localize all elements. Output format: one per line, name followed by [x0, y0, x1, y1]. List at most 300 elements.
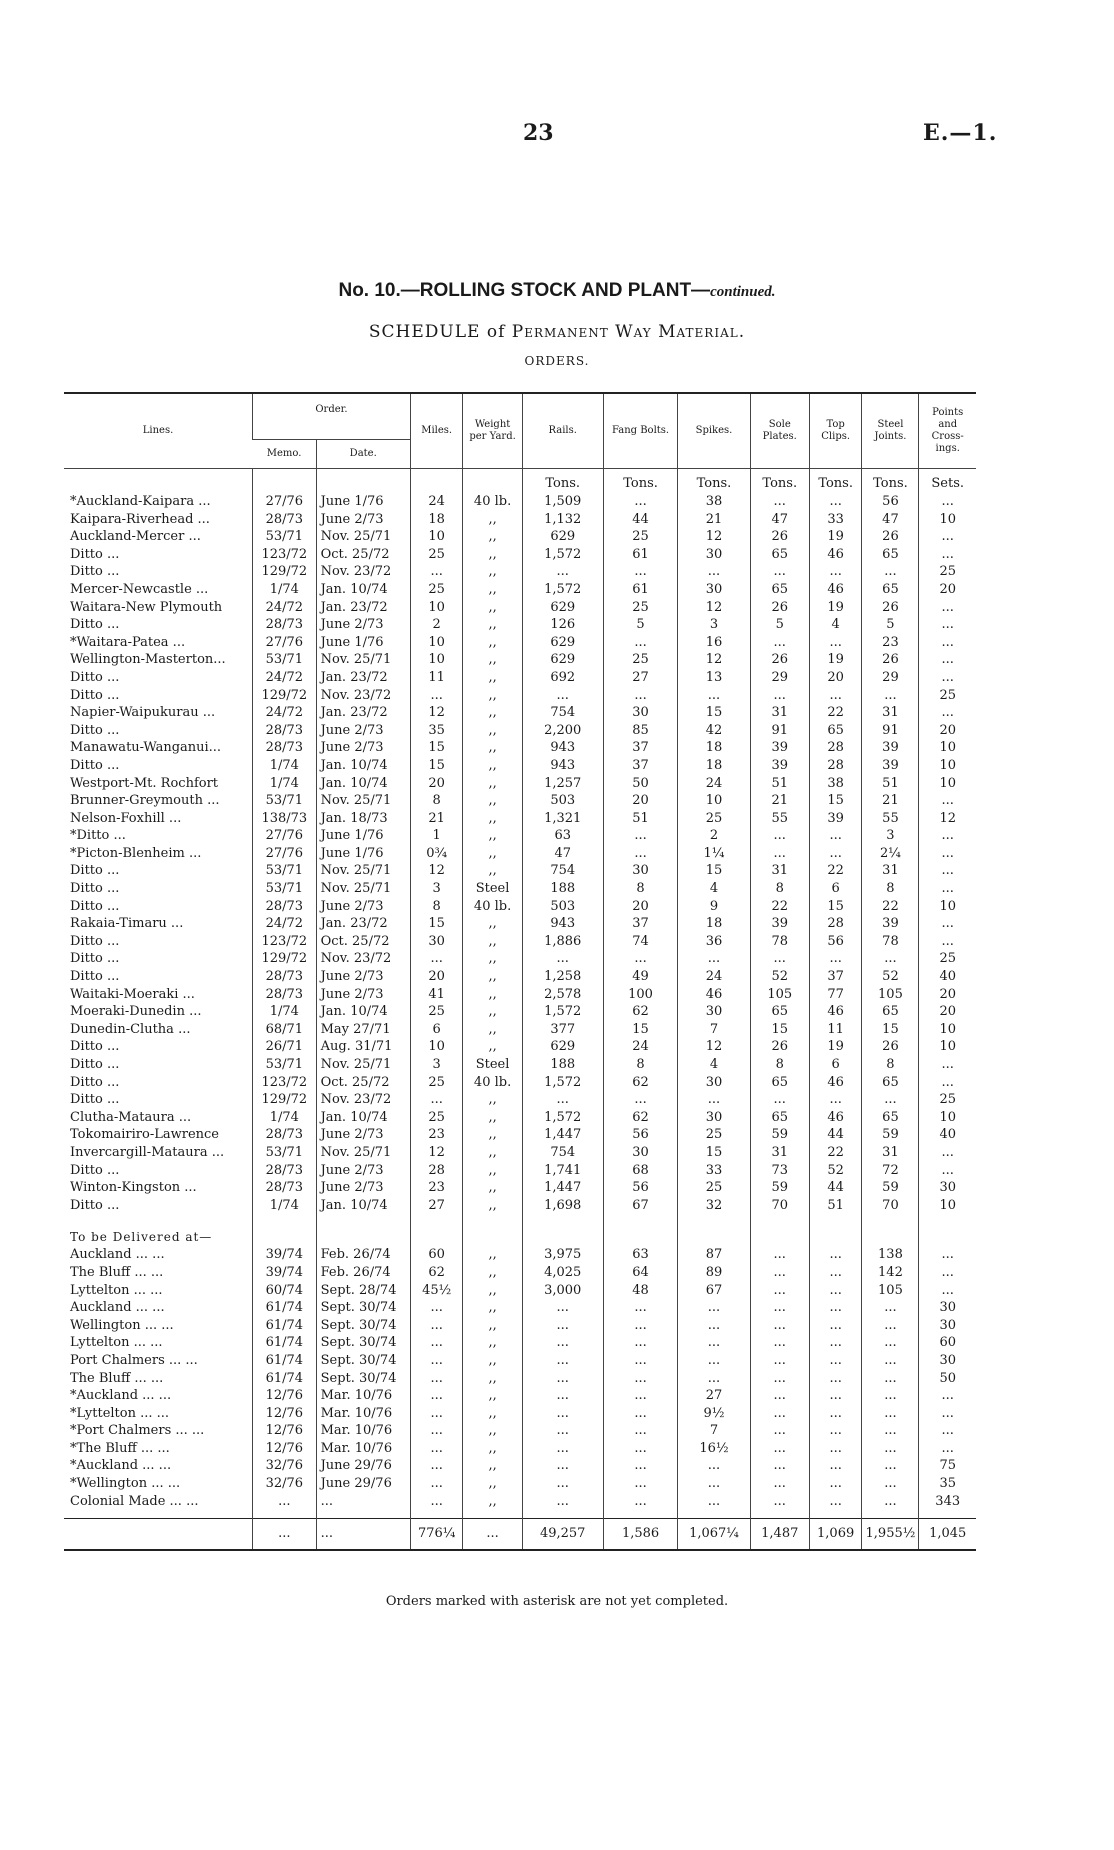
table-cell: ...: [862, 1352, 919, 1370]
table-cell: 10: [919, 898, 976, 916]
table-cell: 47: [862, 511, 919, 529]
table-cell: Mar. 10/76: [316, 1440, 410, 1458]
table-cell: ...: [603, 493, 678, 511]
table-cell: ...: [678, 1091, 750, 1109]
table-cell: *The Bluff ... ...: [70, 1440, 170, 1456]
table-cell: 18: [678, 739, 750, 757]
table-row: [64, 898, 976, 916]
table-cell: Ditto ...: [70, 951, 120, 967]
table-cell: 3: [862, 827, 919, 845]
table-cell: 61/74: [253, 1370, 317, 1388]
table-cell: ...: [809, 1405, 862, 1423]
table-cell: ...: [410, 1405, 463, 1423]
table-cell: 21: [410, 810, 463, 828]
table-cell: 25: [919, 563, 976, 581]
table-cell: ...: [750, 1457, 809, 1475]
table-cell: 12: [410, 862, 463, 880]
table-cell: 75: [919, 1457, 976, 1475]
table-cell: ...: [809, 493, 862, 511]
section-row-delivered: [64, 1214, 976, 1246]
table-cell: ...: [809, 563, 862, 581]
table-cell: 105: [862, 1282, 919, 1300]
table-cell: 1,447: [522, 1126, 603, 1144]
column-header-spikes: Spikes.: [678, 393, 750, 469]
table-cell: ...: [919, 1074, 976, 1092]
table-cell: 65: [750, 1109, 809, 1127]
table-cell: June 29/76: [316, 1475, 410, 1493]
table-cell: ...: [603, 1475, 678, 1493]
table-cell: ...: [410, 687, 463, 705]
table-cell: 503: [522, 792, 603, 810]
table-cell: Nov. 25/71: [316, 651, 410, 669]
table-cell: 15: [603, 1021, 678, 1039]
table-cell: ,,: [463, 1422, 522, 1440]
table-cell: 8: [603, 880, 678, 898]
table-row: [64, 1056, 976, 1074]
footnote: Orders marked with asterisk are not yet completed.: [385, 1594, 729, 1609]
table-cell: 26: [750, 599, 809, 617]
table-cell: 188: [522, 1056, 603, 1074]
table-cell: ...: [522, 1299, 603, 1317]
table-cell: 51: [862, 775, 919, 793]
table-cell: ...: [750, 1264, 809, 1282]
table-cell: ...: [862, 1317, 919, 1335]
table-row: [64, 1334, 976, 1352]
table-cell: 629: [522, 528, 603, 546]
table-row: [64, 1387, 976, 1405]
table-cell: 15: [410, 915, 463, 933]
table-cell: Jan. 10/74: [316, 757, 410, 775]
table-cell: 28/73: [253, 898, 317, 916]
table-cell: ,,: [463, 986, 522, 1004]
table-cell: ,,: [463, 862, 522, 880]
table-cell: ,,: [463, 933, 522, 951]
table-cell: The Bluff ... ...: [70, 1370, 164, 1386]
table-cell: 3: [410, 1056, 463, 1074]
table-cell: [678, 1510, 750, 1519]
table-cell: ...: [678, 687, 750, 705]
table-cell: 27: [410, 1197, 463, 1215]
table-row: [64, 845, 976, 863]
table-row: [64, 687, 976, 705]
table-cell: ,,: [463, 546, 522, 564]
table-cell: 3,975: [522, 1246, 603, 1264]
table-row: [64, 1162, 976, 1180]
table-cell: ...: [919, 1144, 976, 1162]
table-cell: ...: [522, 1370, 603, 1388]
table-cell: 1,321: [522, 810, 603, 828]
table-cell: 2,578: [522, 986, 603, 1004]
table-cell: 188: [522, 880, 603, 898]
table-cell: 105: [750, 986, 809, 1004]
table-cell: ,,: [463, 1126, 522, 1144]
table-cell: [603, 1214, 678, 1246]
table-cell: 62: [603, 1003, 678, 1021]
table-cell: 39: [862, 739, 919, 757]
table-cell: Ditto ...: [70, 687, 120, 703]
table-cell: ...: [809, 1493, 862, 1511]
table-cell: 15: [410, 739, 463, 757]
table-cell: ...: [603, 950, 678, 968]
table-cell: 943: [522, 915, 603, 933]
table-cell: 53/71: [253, 880, 317, 898]
table-row: [64, 1246, 976, 1264]
table-cell: 1,069: [809, 1519, 862, 1551]
table-cell: 629: [522, 1038, 603, 1056]
table-cell: 39: [809, 810, 862, 828]
table-cell: ...: [809, 1264, 862, 1282]
table-cell: 12/76: [253, 1387, 317, 1405]
table-cell: 22: [809, 862, 862, 880]
table-cell: ...: [809, 1387, 862, 1405]
table-cell: 20: [919, 722, 976, 740]
table-cell: ...: [862, 1091, 919, 1109]
table-cell: ...: [862, 687, 919, 705]
table-cell: ...: [678, 1370, 750, 1388]
table-cell: 25: [410, 581, 463, 599]
section-label-delivered: To be Delivered at—: [70, 1229, 213, 1244]
table-cell: 1,258: [522, 968, 603, 986]
table-row: [64, 968, 976, 986]
table-cell: Clutha-Mataura ...: [70, 1109, 192, 1125]
table-row: [64, 669, 976, 687]
table-cell: Oct. 25/72: [316, 1074, 410, 1092]
table-cell: 77: [809, 986, 862, 1004]
table-cell: 129/72: [253, 563, 317, 581]
table-row: [64, 757, 976, 775]
table-cell: June 2/73: [316, 616, 410, 634]
table-cell: 1,447: [522, 1179, 603, 1197]
table-cell: ...: [750, 1352, 809, 1370]
table-cell: ,,: [463, 950, 522, 968]
table-cell: 24/72: [253, 599, 317, 617]
table-cell: ,,: [463, 1370, 522, 1388]
table-cell: 1/74: [253, 581, 317, 599]
table-cell: 30: [678, 546, 750, 564]
table-cell: 56: [862, 493, 919, 511]
table-cell: 35: [919, 1475, 976, 1493]
table-cell: 46: [809, 1003, 862, 1021]
table-cell: June 2/73: [316, 722, 410, 740]
table-cell: ,,: [463, 1387, 522, 1405]
table-cell: 20: [410, 968, 463, 986]
table-cell: 1,487: [750, 1519, 809, 1551]
table-cell: ,,: [463, 810, 522, 828]
table-cell: ...: [919, 880, 976, 898]
table-cell: 1/74: [253, 757, 317, 775]
table-cell: ...: [919, 599, 976, 617]
table-row: [64, 915, 976, 933]
table-cell: 30: [678, 1074, 750, 1092]
table-row: [64, 1405, 976, 1423]
table-cell: 59: [750, 1126, 809, 1144]
schedule-body: [64, 469, 976, 1551]
table-cell: Steel: [463, 1056, 522, 1074]
table-cell: 1,572: [522, 1003, 603, 1021]
table-cell: 12/76: [253, 1440, 317, 1458]
table-cell: ...: [603, 563, 678, 581]
column-header-top-clips: Top Clips.: [809, 393, 862, 469]
table-row: [64, 1422, 976, 1440]
table-cell: *Port Chalmers ... ...: [70, 1423, 205, 1439]
table-cell: 22: [809, 704, 862, 722]
table-cell: 39: [750, 915, 809, 933]
table-cell: Nov. 23/72: [316, 687, 410, 705]
table-cell: ,,: [463, 634, 522, 652]
table-cell: 24: [410, 493, 463, 511]
table-cell: ...: [862, 950, 919, 968]
table-cell: 377: [522, 1021, 603, 1039]
table-cell: 7: [678, 1021, 750, 1039]
table-cell: ,,: [463, 669, 522, 687]
table-cell: ...: [522, 1317, 603, 1335]
table-cell: ...: [603, 687, 678, 705]
table-cell: ...: [750, 1387, 809, 1405]
table-cell: Nov. 25/71: [316, 528, 410, 546]
table-cell: Ditto ...: [70, 969, 120, 985]
table-cell: 55: [750, 810, 809, 828]
table-cell: ...: [919, 1422, 976, 1440]
table-cell: 65: [750, 581, 809, 599]
table-cell: 38: [809, 775, 862, 793]
table-cell: ...: [919, 1056, 976, 1074]
table-cell: ...: [522, 1387, 603, 1405]
table-cell: 28/73: [253, 739, 317, 757]
table-cell: ...: [750, 1370, 809, 1388]
table-cell: Napier-Waipukurau ...: [70, 705, 216, 721]
table-cell: 2,200: [522, 722, 603, 740]
table-row: [64, 1197, 976, 1215]
column-header-lines: Lines.: [64, 393, 253, 469]
table-cell: 10: [919, 775, 976, 793]
table-cell: 16½: [678, 1440, 750, 1458]
table-row: [64, 1299, 976, 1317]
table-cell: Auckland-Mercer ...: [70, 529, 201, 545]
table-cell: 24/72: [253, 915, 317, 933]
table-cell: Tons.: [603, 469, 678, 494]
table-cell: 52: [862, 968, 919, 986]
table-cell: 25: [919, 950, 976, 968]
table-cell: Ditto ...: [70, 863, 120, 879]
column-header-memo: Memo.: [266, 448, 302, 459]
table-cell: ...: [750, 687, 809, 705]
table-cell: [750, 1510, 809, 1519]
table-cell: Tokomairiro-Lawrence: [70, 1127, 219, 1143]
table-cell: 25: [678, 1179, 750, 1197]
table-cell: 22: [809, 1144, 862, 1162]
table-cell: 59: [862, 1179, 919, 1197]
table-cell: 20: [603, 792, 678, 810]
table-cell: ...: [522, 950, 603, 968]
table-cell: ...: [750, 1334, 809, 1352]
table-cell: 105: [862, 986, 919, 1004]
table-cell: June 1/76: [316, 493, 410, 511]
table-row: [64, 1091, 976, 1109]
table-cell: 4: [678, 1056, 750, 1074]
table-cell: ,,: [463, 528, 522, 546]
table-cell: 1,572: [522, 1074, 603, 1092]
table-cell: ...: [809, 1475, 862, 1493]
table-cell: ...: [809, 1246, 862, 1264]
table-cell: Sets.: [919, 469, 976, 494]
table-cell: 65: [750, 546, 809, 564]
table-cell: The Bluff ... ...: [70, 1264, 164, 1280]
table-cell: 15: [678, 1144, 750, 1162]
table-row: [64, 1074, 976, 1092]
table-cell: ...: [410, 1440, 463, 1458]
table-cell: 129/72: [253, 1091, 317, 1109]
table-cell: 629: [522, 634, 603, 652]
table-cell: 28: [809, 757, 862, 775]
table-cell: ...: [603, 1299, 678, 1317]
table-cell: 100: [603, 986, 678, 1004]
table-cell: 0¾: [410, 845, 463, 863]
table-cell: ,,: [463, 1021, 522, 1039]
table-cell: 53/71: [253, 651, 317, 669]
table-cell: ...: [678, 1334, 750, 1352]
table-cell: ...: [919, 827, 976, 845]
table-cell: ...: [678, 563, 750, 581]
table-cell: ...: [410, 1457, 463, 1475]
table-cell: ...: [919, 792, 976, 810]
table-cell: ...: [410, 950, 463, 968]
table-cell: ,,: [463, 722, 522, 740]
table-cell: 56: [809, 933, 862, 951]
table-row: [64, 1317, 976, 1335]
table-cell: ...: [410, 1370, 463, 1388]
table-cell: 35: [410, 722, 463, 740]
table-cell: ...: [809, 1317, 862, 1335]
table-cell: 6: [809, 880, 862, 898]
table-cell: 39/74: [253, 1246, 317, 1264]
table-cell: ,,: [463, 1038, 522, 1056]
table-cell: [316, 1214, 410, 1246]
table-cell: Kaipara-Riverhead ...: [70, 511, 210, 527]
page-title: [0, 280, 1114, 302]
table-cell: 8: [410, 898, 463, 916]
table-cell: 31: [750, 704, 809, 722]
table-cell: 503: [522, 898, 603, 916]
table-cell: 47: [522, 845, 603, 863]
table-cell: ...: [603, 1405, 678, 1423]
table-cell: 20: [919, 986, 976, 1004]
table-cell: ...: [862, 1405, 919, 1423]
section-label-orders: ORDERS.: [524, 354, 590, 368]
table-cell: [862, 1214, 919, 1246]
table-cell: Tons.: [862, 469, 919, 494]
table-cell: ...: [919, 616, 976, 634]
table-cell: ...: [919, 845, 976, 863]
table-cell: ...: [522, 687, 603, 705]
table-cell: Colonial Made ... ...: [70, 1493, 199, 1509]
table-cell: June 2/73: [316, 511, 410, 529]
table-cell: 25: [410, 1003, 463, 1021]
table-cell: 26/71: [253, 1038, 317, 1056]
table-cell: 85: [603, 722, 678, 740]
table-cell: ...: [410, 1317, 463, 1335]
table-cell: 32/76: [253, 1457, 317, 1475]
table-cell: 20: [919, 581, 976, 599]
table-cell: Tons.: [678, 469, 750, 494]
table-cell: ...: [522, 1493, 603, 1511]
table-cell: ...: [678, 1457, 750, 1475]
table-cell: 8: [750, 1056, 809, 1074]
table-cell: 12: [410, 1144, 463, 1162]
table-cell: 68: [603, 1162, 678, 1180]
table-cell: ,,: [463, 1334, 522, 1352]
table-cell: *Wellington ... ...: [70, 1476, 181, 1492]
table-cell: Jan. 10/74: [316, 1197, 410, 1215]
table-cell: 343: [919, 1493, 976, 1511]
table-cell: 44: [809, 1179, 862, 1197]
table-row: [64, 880, 976, 898]
table-cell: ,,: [463, 739, 522, 757]
table-cell: ...: [919, 528, 976, 546]
totals-row: [64, 1519, 976, 1551]
table-row: [64, 704, 976, 722]
table-cell: 8: [410, 792, 463, 810]
table-cell: ...: [678, 950, 750, 968]
page-number: 23: [523, 120, 554, 146]
table-cell: 12: [919, 810, 976, 828]
table-cell: ...: [862, 1475, 919, 1493]
table-cell: 62: [603, 1074, 678, 1092]
table-cell: 754: [522, 704, 603, 722]
title-continued: continued.: [710, 284, 776, 300]
table-cell: 1,955½: [862, 1519, 919, 1551]
table-cell: [316, 469, 410, 494]
table-cell: 26: [750, 528, 809, 546]
table-cell: 60/74: [253, 1282, 317, 1300]
table-row: [64, 1370, 976, 1388]
table-cell: ,,: [463, 915, 522, 933]
table-cell: June 2/73: [316, 1179, 410, 1197]
table-cell: ...: [410, 1387, 463, 1405]
table-cell: 8: [603, 1056, 678, 1074]
table-cell: 32: [678, 1197, 750, 1215]
table-cell: 692: [522, 669, 603, 687]
table-cell: 23: [862, 634, 919, 652]
table-cell: ,,: [463, 1179, 522, 1197]
table-cell: 60: [919, 1334, 976, 1352]
table-cell: 42: [678, 722, 750, 740]
table-row: [64, 1264, 976, 1282]
table-cell: 1: [410, 827, 463, 845]
table-cell: 2: [678, 827, 750, 845]
table-row: [64, 581, 976, 599]
table-cell: [463, 1214, 522, 1246]
table-cell: ...: [919, 862, 976, 880]
table-cell: 28/73: [253, 1126, 317, 1144]
table-cell: 10: [410, 599, 463, 617]
table-cell: *Picton-Blenheim ...: [70, 845, 202, 861]
table-cell: 16: [678, 634, 750, 652]
table-cell: ...: [809, 1334, 862, 1352]
table-cell: 26: [862, 1038, 919, 1056]
table-cell: [750, 1214, 809, 1246]
table-cell: Sept. 30/74: [316, 1299, 410, 1317]
table-cell: 37: [809, 968, 862, 986]
table-cell: ...: [809, 1091, 862, 1109]
table-cell: 30: [410, 933, 463, 951]
table-cell: ...: [750, 634, 809, 652]
table-row: [64, 1475, 976, 1493]
table-cell: 126: [522, 616, 603, 634]
table-cell: Wellington ... ...: [70, 1317, 174, 1333]
table-cell: 18: [410, 511, 463, 529]
table-cell: ...: [603, 1334, 678, 1352]
table-cell: 24/72: [253, 704, 317, 722]
